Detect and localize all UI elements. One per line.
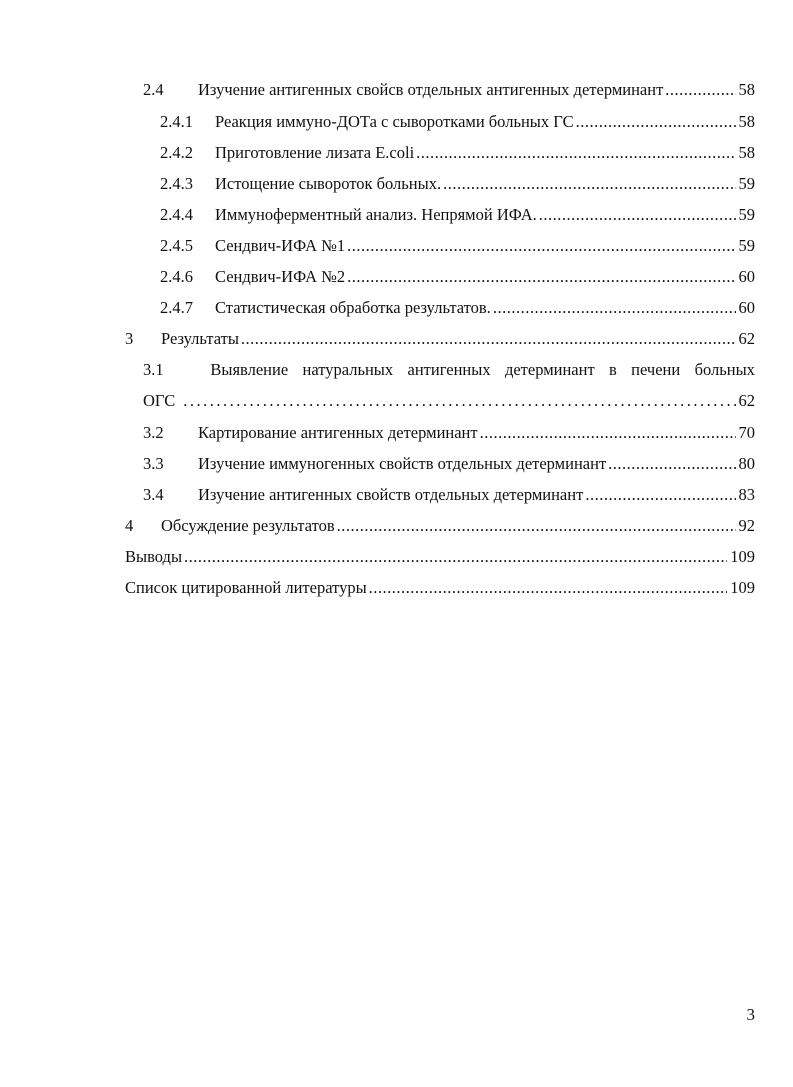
toc-entry-title: Реакция иммуно-ДОТа с сыворотками больных ГС — [215, 112, 574, 131]
toc-entry[interactable] — [143, 449, 755, 479]
toc-entry-number: 2.4.6 — [160, 267, 193, 286]
toc-entry-title: Изучение иммуногенных свойств отдельных детерминант — [198, 454, 607, 473]
toc-entry-number: 3.3 — [143, 454, 164, 473]
toc-entry-title-word: больных — [694, 360, 755, 379]
toc-entry-page: 109 — [730, 578, 755, 597]
toc-entry-number: 2.4.2 — [160, 143, 193, 162]
toc-entry-page: 59 — [738, 236, 755, 255]
toc-leader-dots — [337, 511, 736, 541]
toc-entry-page: 92 — [738, 516, 755, 535]
toc-leader-dots — [241, 324, 736, 354]
toc-entry-title-word: Выявление — [210, 360, 289, 379]
toc-leader-dots — [184, 542, 727, 572]
toc-entry[interactable] — [160, 169, 755, 199]
toc-leader-dots — [347, 262, 735, 292]
toc-leader-dots — [585, 480, 735, 510]
toc-entry[interactable] — [125, 573, 755, 603]
toc-entry-number: 2.4.1 — [160, 112, 193, 131]
toc-entry-title: Обсуждение результатов — [161, 516, 335, 535]
toc-entry-title: Статистическая обработка результатов. — [215, 298, 491, 317]
toc-entry[interactable] — [160, 262, 755, 292]
toc-entry-page: 59 — [738, 174, 755, 193]
toc-entry-page: 83 — [738, 485, 755, 504]
toc-entry-title-word: детерминант — [504, 360, 595, 379]
toc-entry-title: Приготовление лизата E.coli — [215, 143, 415, 162]
toc-entry-title: Выводы — [125, 547, 183, 566]
toc-entry[interactable] — [125, 324, 755, 354]
toc-entry-number: 2.4.5 — [160, 236, 193, 255]
toc-entry[interactable] — [143, 480, 755, 510]
toc-leader-dots — [576, 107, 736, 137]
toc-entry[interactable] — [160, 200, 755, 230]
toc-entry[interactable] — [143, 418, 755, 448]
toc-leader-dots — [369, 573, 728, 603]
toc-entry-number: 2.4 — [143, 80, 164, 99]
toc-entry-justified[interactable] — [143, 355, 755, 385]
toc-entry-title: Сендвич-ИФА №1 — [215, 236, 346, 255]
toc-entry-title: Изучение антигенных свойсв отдельных антигенных детерминант — [198, 80, 664, 99]
toc-entry-page: 80 — [738, 454, 755, 473]
toc-entry-page: 58 — [738, 143, 755, 162]
toc-leader-dots — [608, 449, 735, 479]
toc-entry-number: 4 — [125, 516, 134, 535]
toc-leader-dots — [416, 138, 735, 168]
toc-entry-title: Сендвич-ИФА №2 — [215, 267, 346, 286]
toc-entry-page: 70 — [738, 423, 755, 442]
toc-entry-number: 3.4 — [143, 485, 164, 504]
toc-leader-dots — [539, 200, 736, 230]
toc-entry-title-word: натуральных — [302, 360, 394, 379]
toc-entry-page: 59 — [738, 205, 755, 224]
toc-entry-title: Картирование антигенных детерминант — [198, 423, 478, 442]
toc-entry-number: 3 — [125, 329, 134, 348]
toc-leader-dots — [493, 293, 736, 323]
toc-entry[interactable] — [160, 293, 755, 323]
toc-entry[interactable] — [143, 75, 755, 105]
toc-entry-title: Изучение антигенных свойств отдельных детерминант — [198, 485, 584, 504]
toc-entry-page: 60 — [738, 298, 755, 317]
toc-entry-page: 62 — [738, 329, 755, 348]
toc-entry-title-word: печени — [631, 360, 681, 379]
toc-entry-title: Истощение сывороток больных. — [215, 174, 442, 193]
toc-leader-dots — [665, 75, 735, 105]
toc-entry-page: 109 — [730, 547, 755, 566]
toc-entry-page: 60 — [738, 267, 755, 286]
toc-entry-page: 62 — [738, 391, 755, 410]
toc-entry-number: 3.2 — [143, 423, 164, 442]
toc-entry-page: 58 — [738, 112, 755, 131]
toc-entry[interactable] — [160, 138, 755, 168]
toc-entry-title-word: в — [609, 360, 617, 379]
page-number: 3 — [746, 1005, 755, 1024]
toc-leader-dots — [347, 231, 735, 261]
toc-entry-title-word: антигенных — [407, 360, 491, 379]
toc-leader-dots — [443, 169, 735, 199]
toc-entry-number: 2.4.7 — [160, 298, 193, 317]
toc-entry-title: ОГС — [143, 391, 176, 410]
toc-entry-number: 2.4.4 — [160, 205, 193, 224]
toc-leader-dots — [480, 418, 736, 448]
toc-entry-number: 2.4.3 — [160, 174, 193, 193]
toc-entry[interactable] — [160, 231, 755, 261]
toc-entry[interactable] — [160, 107, 755, 137]
toc-entry-continuation[interactable] — [143, 386, 755, 416]
toc-entry-title: Результаты — [161, 329, 239, 348]
toc-leader-dots — [183, 386, 735, 416]
toc-entry[interactable] — [125, 542, 755, 572]
toc-entry-title: Иммуноферментный анализ. Непрямой ИФА. — [215, 205, 537, 224]
toc-entry-number: 3.1 — [143, 360, 164, 379]
toc-entry-page: 58 — [738, 80, 755, 99]
toc-entry[interactable] — [125, 511, 755, 541]
toc-entry-title: Список цитированной литературы — [125, 578, 367, 597]
